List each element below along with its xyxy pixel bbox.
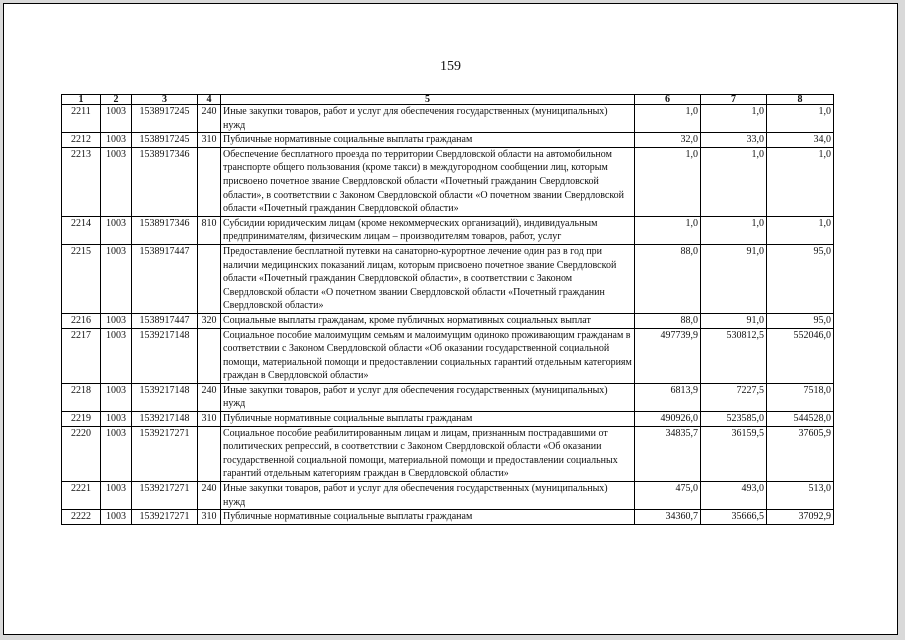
document-page — [3, 3, 898, 635]
table-row — [62, 244, 834, 313]
value-year-3: 37092,9 — [767, 510, 834, 525]
section-code: 1003 — [101, 216, 132, 244]
expense-type-code: 310 — [198, 133, 221, 148]
value-year-3: 552046,0 — [767, 328, 834, 383]
description: Социальное пособие малоимущим семьям и малоимущим одиноко проживающим гражданам в соответствии с Законом Свердловской области «Об оказании государственной социальной помощи, материальной помощи и предоставлении социальных гарантий отдельным категориям граждан в Свердловской области» — [221, 328, 635, 383]
value-year-3: 34,0 — [767, 133, 834, 148]
target-code: 1539217271 — [132, 510, 198, 525]
value-year-2: 530812,5 — [701, 328, 767, 383]
section-code: 1003 — [101, 383, 132, 411]
header-cell: 7 — [701, 95, 767, 105]
section-code: 1003 — [101, 482, 132, 510]
section-code: 1003 — [101, 147, 132, 216]
value-year-3: 95,0 — [767, 244, 834, 313]
value-year-2: 91,0 — [701, 244, 767, 313]
row-number: 2220 — [62, 426, 101, 481]
header-cell: 2 — [101, 95, 132, 105]
row-number: 2212 — [62, 133, 101, 148]
value-year-3: 544528,0 — [767, 412, 834, 427]
expense-type-code: 810 — [198, 216, 221, 244]
target-code: 1539217148 — [132, 412, 198, 427]
header-cell: 8 — [767, 95, 834, 105]
header-cell: 1 — [62, 95, 101, 105]
expense-type-code — [198, 328, 221, 383]
row-number: 2213 — [62, 147, 101, 216]
target-code: 1538917346 — [132, 216, 198, 244]
table-row — [62, 133, 834, 148]
table-row — [62, 105, 834, 133]
value-year-1: 475,0 — [635, 482, 701, 510]
value-year-1: 1,0 — [635, 147, 701, 216]
table-row — [62, 426, 834, 481]
header-cell: 6 — [635, 95, 701, 105]
budget-table — [61, 94, 834, 525]
value-year-2: 7227,5 — [701, 383, 767, 411]
table-header-row — [62, 95, 834, 105]
value-year-2: 33,0 — [701, 133, 767, 148]
description: Публичные нормативные социальные выплаты гражданам — [221, 133, 635, 148]
page-number: 159 — [440, 59, 461, 74]
value-year-1: 32,0 — [635, 133, 701, 148]
row-number: 2217 — [62, 328, 101, 383]
value-year-2: 493,0 — [701, 482, 767, 510]
header-cell: 4 — [198, 95, 221, 105]
value-year-2: 36159,5 — [701, 426, 767, 481]
value-year-1: 1,0 — [635, 216, 701, 244]
row-number: 2221 — [62, 482, 101, 510]
table-row — [62, 328, 834, 383]
target-code: 1538917346 — [132, 147, 198, 216]
header-cell: 5 — [221, 95, 635, 105]
value-year-3: 1,0 — [767, 147, 834, 216]
description: Публичные нормативные социальные выплаты гражданам — [221, 412, 635, 427]
row-number: 2215 — [62, 244, 101, 313]
value-year-1: 88,0 — [635, 244, 701, 313]
row-number: 2214 — [62, 216, 101, 244]
target-code: 1538917245 — [132, 105, 198, 133]
description: Иные закупки товаров, работ и услуг для обеспечения государственных (муниципальных) нужд — [221, 482, 635, 510]
description: Иные закупки товаров, работ и услуг для обеспечения государственных (муниципальных) нужд — [221, 105, 635, 133]
section-code: 1003 — [101, 244, 132, 313]
expense-type-code: 240 — [198, 383, 221, 411]
description: Иные закупки товаров, работ и услуг для обеспечения государственных (муниципальных) нужд — [221, 383, 635, 411]
description: Обеспечение бесплатного проезда по территории Свердловской области на автомобильном транспорте общего пользования (кроме такси) в междугородном сообщении лиц, которым присвоено почетное звание Свердловской области «Почетный гражданин Свердловской области», в соответствии с Законом Свердловской области «О почетном звании Свердловской области «Почетный гражданин Свердловской области» — [221, 147, 635, 216]
expense-type-code: 320 — [198, 313, 221, 328]
description: Предоставление бесплатной путевки на санаторно-курортное лечение один раз в год при наличии медицинских показаний лицам, которым присвоено почетное звание Свердловской области «Почетный гражданин Свердловской области», в соответствии с Законом Свердловской области «О почетном звании Свердловской области «Почетный гражданин Свердловской области» — [221, 244, 635, 313]
value-year-1: 490926,0 — [635, 412, 701, 427]
table-row — [62, 482, 834, 510]
value-year-2: 1,0 — [701, 147, 767, 216]
description: Публичные нормативные социальные выплаты гражданам — [221, 510, 635, 525]
target-code: 1539217148 — [132, 383, 198, 411]
target-code: 1539217271 — [132, 482, 198, 510]
table-row — [62, 510, 834, 525]
target-code: 1538917447 — [132, 313, 198, 328]
expense-type-code — [198, 147, 221, 216]
table-row — [62, 383, 834, 411]
table-row — [62, 313, 834, 328]
row-number: 2219 — [62, 412, 101, 427]
value-year-1: 6813,9 — [635, 383, 701, 411]
expense-type-code: 310 — [198, 510, 221, 525]
section-code: 1003 — [101, 328, 132, 383]
section-code: 1003 — [101, 313, 132, 328]
description: Социальное пособие реабилитированным лицам и лицам, признанным пострадавшими от политических репрессий, в соответствии с Законом Свердловской области «Об оказании государственной социальной помощи, материальной помощи и предоставлении социальных гарантий отдельным категориям граждан в Свердловской области» — [221, 426, 635, 481]
section-code: 1003 — [101, 133, 132, 148]
expense-type-code — [198, 426, 221, 481]
target-code: 1538917245 — [132, 133, 198, 148]
row-number: 2216 — [62, 313, 101, 328]
section-code: 1003 — [101, 105, 132, 133]
row-number: 2222 — [62, 510, 101, 525]
value-year-3: 513,0 — [767, 482, 834, 510]
value-year-2: 91,0 — [701, 313, 767, 328]
value-year-3: 95,0 — [767, 313, 834, 328]
value-year-3: 7518,0 — [767, 383, 834, 411]
value-year-1: 1,0 — [635, 105, 701, 133]
expense-type-code: 310 — [198, 412, 221, 427]
value-year-2: 35666,5 — [701, 510, 767, 525]
target-code: 1538917447 — [132, 244, 198, 313]
value-year-1: 88,0 — [635, 313, 701, 328]
row-number: 2211 — [62, 105, 101, 133]
target-code: 1539217271 — [132, 426, 198, 481]
description: Субсидии юридическим лицам (кроме некоммерческих организаций), индивидуальным предпринимателям, физическим лицам – производителям товаров, работ, услуг — [221, 216, 635, 244]
target-code: 1539217148 — [132, 328, 198, 383]
table-row — [62, 216, 834, 244]
section-code: 1003 — [101, 412, 132, 427]
value-year-1: 34835,7 — [635, 426, 701, 481]
expense-type-code — [198, 244, 221, 313]
expense-type-code: 240 — [198, 482, 221, 510]
table-row — [62, 147, 834, 216]
value-year-1: 34360,7 — [635, 510, 701, 525]
value-year-2: 1,0 — [701, 105, 767, 133]
value-year-2: 1,0 — [701, 216, 767, 244]
table-row — [62, 412, 834, 427]
expense-type-code: 240 — [198, 105, 221, 133]
value-year-1: 497739,9 — [635, 328, 701, 383]
value-year-3: 1,0 — [767, 105, 834, 133]
value-year-2: 523585,0 — [701, 412, 767, 427]
value-year-3: 37605,9 — [767, 426, 834, 481]
header-cell: 3 — [132, 95, 198, 105]
section-code: 1003 — [101, 426, 132, 481]
value-year-3: 1,0 — [767, 216, 834, 244]
description: Социальные выплаты гражданам, кроме публичных нормативных социальных выплат — [221, 313, 635, 328]
row-number: 2218 — [62, 383, 101, 411]
section-code: 1003 — [101, 510, 132, 525]
